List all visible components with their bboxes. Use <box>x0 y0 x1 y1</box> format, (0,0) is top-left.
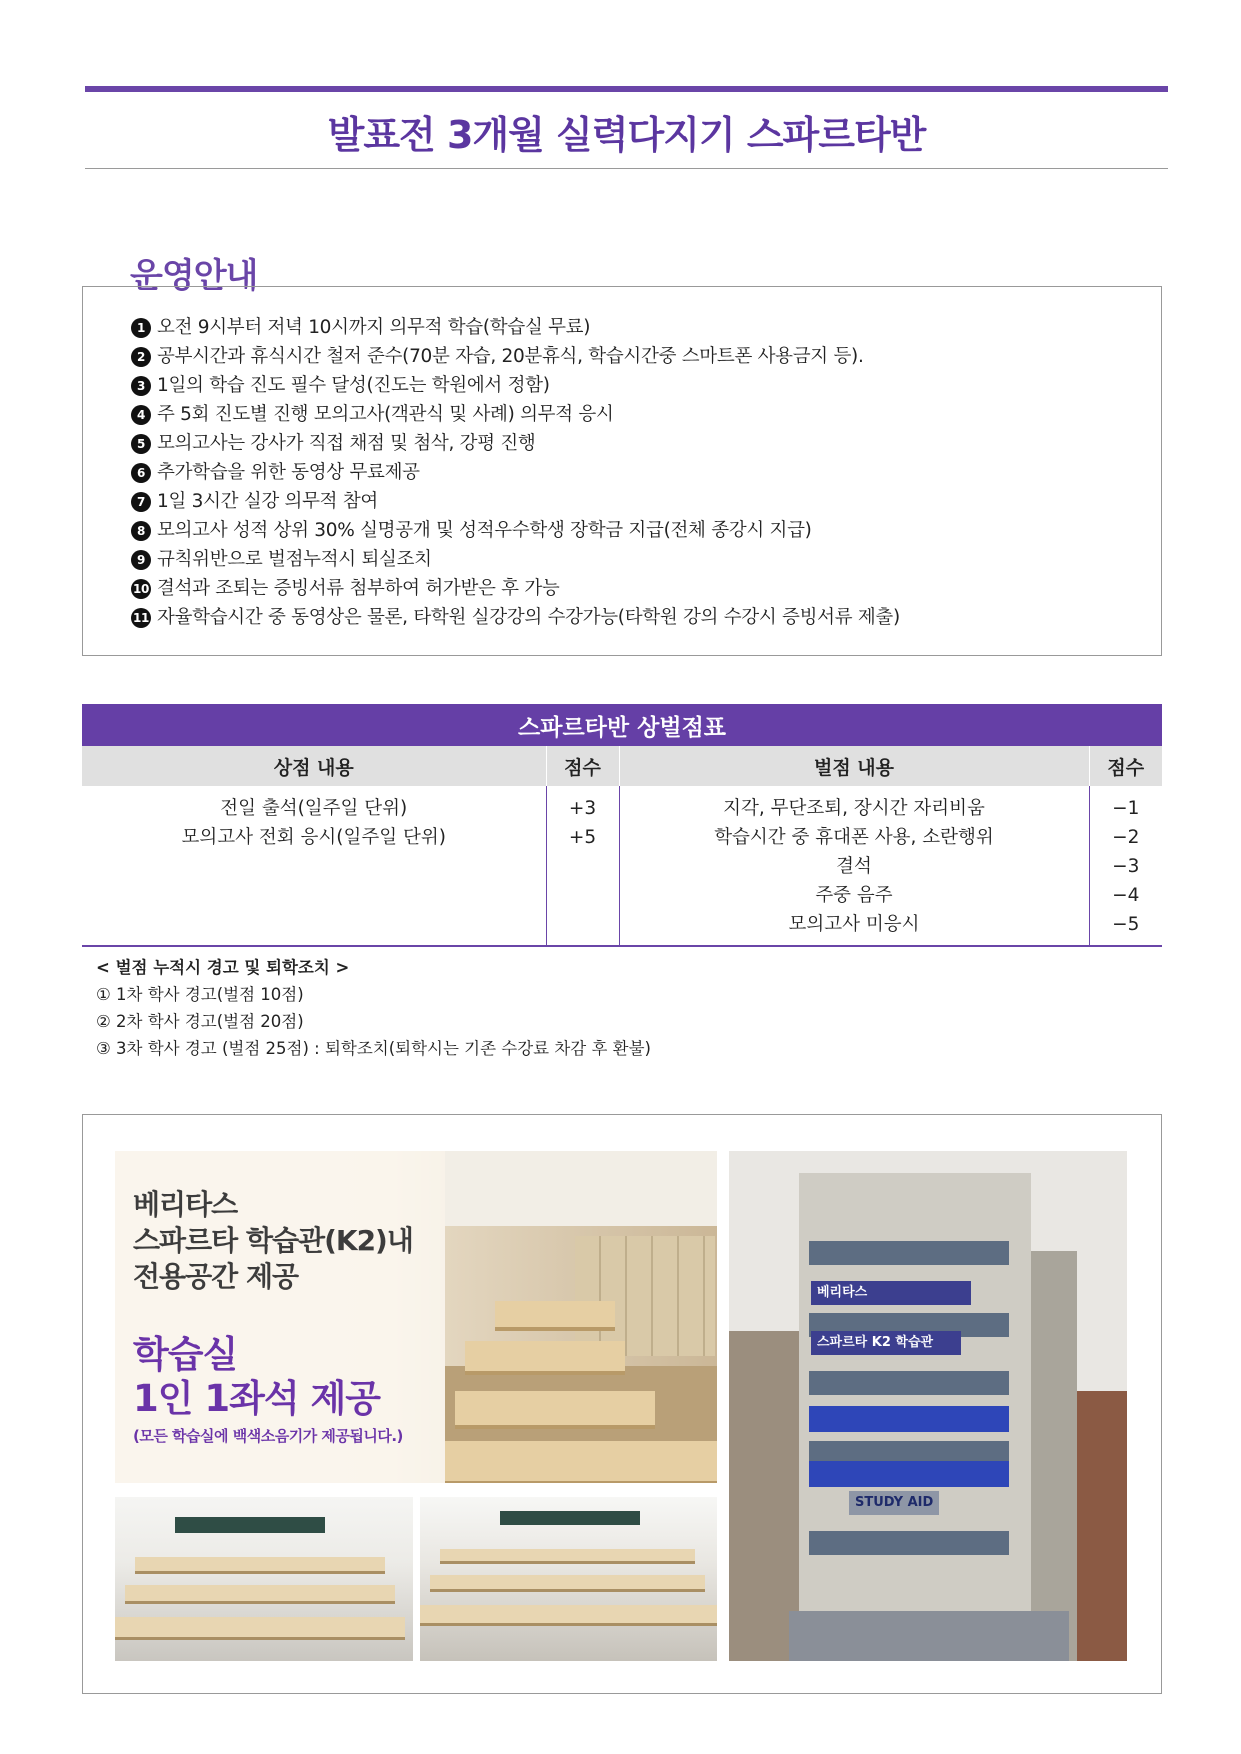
operation-item-text: 결석과 조퇴는 증빙서류 첨부하여 허가받은 후 가능 <box>157 578 560 599</box>
merit-items-cell <box>82 786 546 946</box>
warning-title: < 벌점 누적시 경고 및 퇴학조치 > <box>96 958 350 977</box>
desk-row-graphic <box>430 1575 705 1592</box>
merit-item: 모의고사 전회 응시(일주일 단위) <box>181 827 446 848</box>
operation-item <box>131 429 900 458</box>
operation-item <box>131 458 900 487</box>
score-table-caption: 스파르타반 상벌점표 <box>82 704 1162 746</box>
demerit-scores-cell <box>1089 786 1162 946</box>
table-row <box>82 786 1162 946</box>
warning-notes <box>96 954 651 1062</box>
headline-line: 1인 1좌석 제공 <box>133 1377 380 1420</box>
building-sign: 베리타스 <box>811 1281 971 1305</box>
desk-graphic <box>445 1441 717 1483</box>
demerit-score: −2 <box>1112 827 1140 848</box>
demerit-score-header: 점수 <box>1089 746 1162 786</box>
warning-item: ③ 3차 학사 경고 (벌점 25점) : 퇴학조치(퇴학시는 기존 수강료 차감 후 환불) <box>96 1039 651 1058</box>
study-room-photo <box>115 1151 717 1483</box>
page-title: 발표전 3개월 실력다지기 스파르타반 <box>327 113 926 157</box>
merit-scores-cell <box>546 786 619 946</box>
desk-graphic <box>465 1341 625 1375</box>
demerit-item: 학습시간 중 휴대폰 사용, 소란행위 <box>714 827 994 848</box>
operation-item-text: 1일의 학습 진도 필수 달성(진도는 학원에서 정함) <box>157 375 550 396</box>
classroom-photo-2 <box>420 1497 717 1661</box>
number-badge-icon: 11 <box>131 608 151 628</box>
demerit-score: −4 <box>1112 885 1140 906</box>
operation-item-text: 모의고사 성적 상위 30% 실명공개 및 성적우수학생 장학금 지급(전체 종강시 지급) <box>157 520 812 541</box>
number-badge-icon: 6 <box>131 463 151 483</box>
desk-graphic <box>455 1391 655 1429</box>
promo-line: 전용공간 제공 <box>133 1260 299 1293</box>
desk-row-graphic <box>115 1617 405 1640</box>
demerit-header: 벌점 내용 <box>619 746 1089 786</box>
window-band-graphic <box>809 1241 1009 1265</box>
operation-item <box>131 342 900 371</box>
operation-item <box>131 371 900 400</box>
operation-item-text: 1일 3시간 실강 의무적 참여 <box>157 491 378 512</box>
number-badge-icon: 5 <box>131 434 151 454</box>
blue-banner-graphic <box>809 1461 1009 1487</box>
demerit-score: −3 <box>1112 856 1140 877</box>
lockers-graphic <box>575 1236 715 1356</box>
operation-item <box>131 516 900 545</box>
building-photo <box>729 1151 1127 1661</box>
promo-line: 스파르타 학습관(K2)내 <box>133 1224 413 1257</box>
operation-item-text: 자율학습시간 중 동영상은 물론, 타학원 실강강의 수강가능(타학원 강의 수강시 증빙서류 제출) <box>157 607 900 628</box>
warning-item: ② 2차 학사 경고(벌점 20점) <box>96 1012 304 1031</box>
desk-row-graphic <box>125 1585 395 1604</box>
merit-score: +5 <box>568 827 597 848</box>
merit-item: 전일 출석(일주일 단위) <box>220 798 408 819</box>
desk-graphic <box>495 1301 615 1331</box>
merit-score: +3 <box>568 798 597 819</box>
desk-row-graphic <box>420 1605 717 1626</box>
operation-list <box>131 313 900 632</box>
promo-text <box>133 1187 413 1295</box>
operation-item-text: 규칙위반으로 벌점누적시 퇴실조치 <box>157 549 432 570</box>
building-sign: STUDY AID <box>849 1491 939 1515</box>
demerit-item: 결석 <box>836 856 872 877</box>
window-band-graphic <box>809 1531 1009 1555</box>
top-accent-bar <box>85 86 1168 92</box>
headline-line: 학습실 <box>133 1333 238 1376</box>
operation-heading: 운영안내 <box>130 256 258 296</box>
operation-item <box>131 487 900 516</box>
number-badge-icon: 4 <box>131 405 151 425</box>
merit-header: 상점 내용 <box>82 746 546 786</box>
operation-item-text: 모의고사는 강사가 직접 채점 및 첨삭, 강평 진행 <box>157 433 536 454</box>
building-base-graphic <box>789 1611 1069 1661</box>
building-sign: 스파르타 K2 학습관 <box>811 1331 961 1355</box>
operation-item <box>131 400 900 429</box>
demerit-score: −5 <box>1112 914 1140 935</box>
promo-note: (모든 학습실에 백색소음기가 제공됩니다.) <box>133 1427 403 1445</box>
number-badge-icon: 9 <box>131 550 151 570</box>
demerit-score: −1 <box>1112 798 1140 819</box>
operation-item <box>131 313 900 342</box>
demerit-item: 주중 음주 <box>815 885 893 906</box>
building-side-graphic <box>1031 1251 1077 1661</box>
operation-item-text: 오전 9시부터 저녁 10시까지 의무적 학습(학습실 무료) <box>157 317 591 338</box>
operation-item <box>131 574 900 603</box>
number-badge-icon: 1 <box>131 318 151 338</box>
blackboard-graphic <box>175 1517 325 1533</box>
ceiling-graphic <box>445 1151 717 1226</box>
operation-item <box>131 545 900 574</box>
neighbor-building-graphic <box>1077 1391 1127 1661</box>
operation-box <box>82 286 1162 656</box>
merit-score-header: 점수 <box>546 746 619 786</box>
operation-item-text: 추가학습을 위한 동영상 무료제공 <box>157 462 420 483</box>
title-divider <box>85 168 1168 169</box>
window-band-graphic <box>809 1371 1009 1395</box>
number-badge-icon: 10 <box>131 579 151 599</box>
demerit-items-cell <box>619 786 1089 946</box>
promo-line: 베리타스 <box>133 1188 238 1221</box>
desk-row-graphic <box>440 1549 695 1564</box>
number-badge-icon: 7 <box>131 492 151 512</box>
classroom-photo-1 <box>115 1497 413 1661</box>
blackboard-graphic <box>500 1511 640 1525</box>
facility-photo-panel <box>82 1114 1162 1694</box>
blue-banner-graphic <box>809 1406 1009 1432</box>
operation-item <box>131 603 900 632</box>
demerit-item: 지각, 무단조퇴, 장시간 자리비움 <box>723 798 985 819</box>
number-badge-icon: 2 <box>131 347 151 367</box>
score-table <box>82 704 1162 947</box>
promo-headline <box>133 1333 380 1421</box>
desk-row-graphic <box>135 1557 385 1574</box>
operation-item-text: 공부시간과 휴식시간 철저 준수(70분 자습, 20분휴식, 학습시간중 스마트폰 사용금지 등). <box>157 346 864 367</box>
operation-item-text: 주 5회 진도별 진행 모의고사(객관식 및 사례) 의무적 응시 <box>157 404 614 425</box>
warning-item: ① 1차 학사 경고(벌점 10점) <box>96 985 304 1004</box>
number-badge-icon: 3 <box>131 376 151 396</box>
number-badge-icon: 8 <box>131 521 151 541</box>
demerit-item: 모의고사 미응시 <box>788 914 920 935</box>
